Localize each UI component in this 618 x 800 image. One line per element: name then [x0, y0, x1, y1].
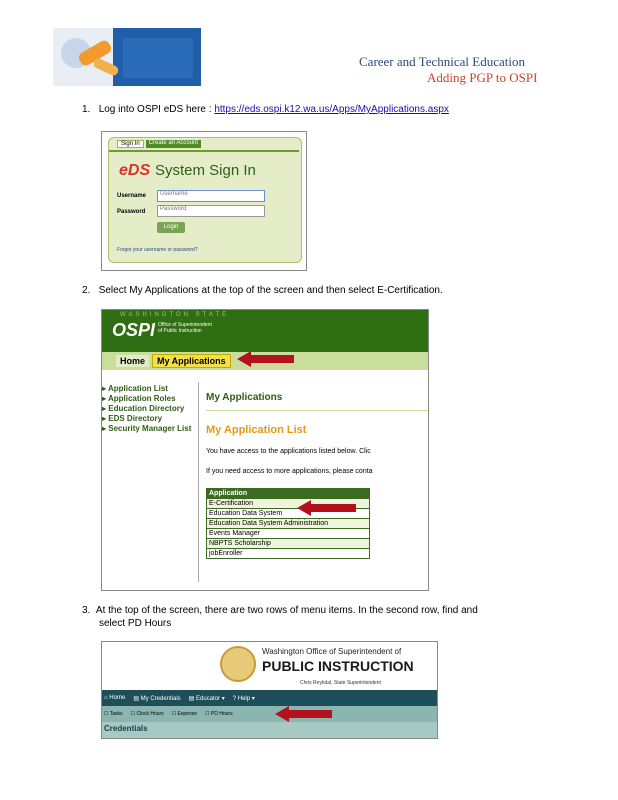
pointer-arrow-head: [237, 351, 251, 367]
pointer-arrow: [250, 355, 294, 363]
step-1: [82, 104, 449, 115]
office-line2: of Public Instruction: [158, 328, 202, 334]
username-label: Username: [117, 193, 147, 199]
pi-screenshot: [101, 641, 438, 739]
header-title: Career and Technical Education: [359, 54, 525, 69]
para-need-access: If you need access to more applications, please conta: [206, 468, 373, 475]
menu-pd-hours[interactable]: ☐ PD Hours: [205, 711, 233, 717]
table-row[interactable]: Events Manager: [207, 528, 369, 538]
password-label: Password: [117, 209, 146, 215]
signin-heading: System Sign In: [155, 162, 256, 179]
menu-clock-hours[interactable]: ☐ Clock Hours: [130, 711, 164, 717]
step-text: Select My Applications at the top of the screen and then select E-Certification.: [98, 285, 443, 296]
pi-org-line: Washington Office of Superintendent of: [262, 647, 402, 656]
step-number: 2.: [82, 285, 91, 296]
header-subtitle: Adding PGP to OSPI: [427, 70, 538, 85]
tab-sign-in[interactable]: Sign In: [117, 140, 144, 148]
table-row[interactable]: Education Data System Administration: [207, 518, 369, 528]
pointer-arrow-head: [275, 706, 289, 722]
table-row[interactable]: Education Data System: [207, 508, 369, 518]
step-number: 1.: [82, 104, 91, 115]
pointer-arrow: [288, 710, 332, 718]
username-field[interactable]: Username: [157, 190, 265, 202]
tab-my-applications[interactable]: My Applications: [152, 354, 231, 368]
table-row[interactable]: NBPTS Scholarship: [207, 538, 369, 548]
step-text-cont: select PD Hours: [99, 618, 172, 629]
menu-educator[interactable]: ▤ Educator ▾: [188, 695, 225, 702]
password-field[interactable]: Password: [157, 205, 265, 217]
table-row[interactable]: E-Certification: [207, 498, 369, 508]
sidebar-item-application-list[interactable]: ▸ Application List: [102, 384, 168, 393]
eds-link[interactable]: https://eds.ospi.k12.wa.us/Apps/MyApplications.aspx: [214, 104, 449, 115]
eds-logo: eDS: [119, 162, 151, 179]
menu-my-credentials[interactable]: ▤ My Credentials: [133, 695, 181, 702]
step-2: [82, 285, 443, 296]
step-text: Log into OSPI eDS here :: [98, 104, 215, 115]
tab-home[interactable]: Home: [116, 355, 149, 367]
pi-org-name: PUBLIC INSTRUCTION: [262, 658, 414, 674]
section-title: My Applications: [206, 392, 283, 403]
credentials-heading: Credentials: [104, 724, 148, 733]
para-access: You have access to the applications listed below. Clic: [206, 448, 371, 455]
pointer-arrow-head: [297, 500, 311, 516]
sidebar-item-application-roles[interactable]: ▸ Application Roles: [102, 394, 176, 403]
header-logo: [53, 28, 201, 86]
ospi-screenshot: [101, 309, 429, 591]
list-title: My Application List: [206, 424, 307, 436]
ospi-logo: OSPI: [112, 320, 156, 340]
login-button[interactable]: Login: [157, 222, 185, 233]
office-line1: Office of Superintendent: [158, 322, 212, 328]
table-row[interactable]: jobEnroller: [207, 548, 369, 558]
menu-home[interactable]: ⌂ Home: [104, 695, 126, 701]
menu-expense[interactable]: ☐ Expense: [171, 711, 198, 717]
forgot-link[interactable]: Forgot your username or password?: [117, 247, 198, 253]
table-header: Application: [207, 489, 369, 498]
sidebar-item-eds-directory[interactable]: ▸ EDS Directory: [102, 414, 163, 423]
signin-screenshot: [101, 131, 307, 271]
menu-tasks[interactable]: ☐ Tasks: [104, 711, 123, 717]
pi-emblem: [220, 646, 256, 682]
menu-help[interactable]: ? Help ▾: [232, 695, 255, 702]
sidebar-item-security-manager[interactable]: ▸ Security Manager List: [102, 424, 192, 433]
pi-superintendent: Chris Reykdal, State Superintendent: [300, 680, 381, 686]
step-3: [82, 604, 478, 630]
pointer-arrow: [310, 504, 356, 512]
step-number: 3.: [82, 605, 91, 616]
applications-table: [206, 488, 370, 559]
step-text: At the top of the screen, there are two rows of menu items. In the second row, find and: [95, 605, 478, 616]
tab-create-account[interactable]: Create an Account: [146, 140, 201, 148]
sidebar-item-education-directory[interactable]: ▸ Education Directory: [102, 404, 185, 413]
state-label: WASHINGTON STATE: [120, 312, 230, 318]
